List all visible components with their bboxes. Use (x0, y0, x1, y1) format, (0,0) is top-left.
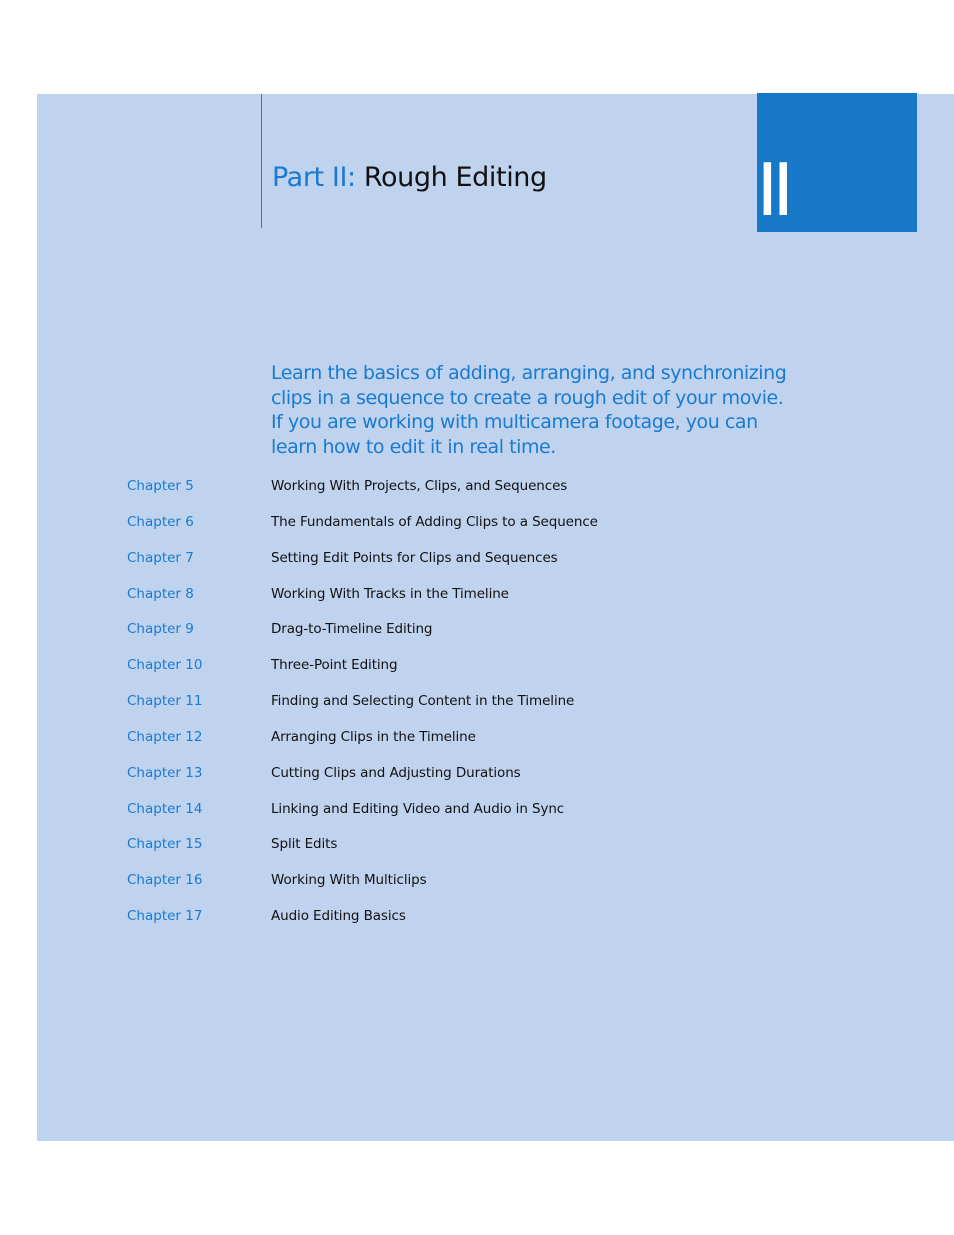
chapter-number[interactable]: Chapter 16 (127, 872, 203, 889)
part-name: Rough Editing (363, 162, 547, 193)
chapter-title[interactable]: Drag-to-Timeline Editing (271, 621, 433, 638)
chapter-number[interactable]: Chapter 5 (127, 478, 194, 494)
chapter-row[interactable] (0, 724, 954, 760)
chapter-row[interactable] (0, 903, 954, 939)
chapter-title[interactable]: The Fundamentals of Adding Clips to a Sequence (271, 513, 598, 530)
chapter-title[interactable]: Working With Projects, Clips, and Sequences (271, 478, 568, 494)
chapter-title[interactable]: Finding and Selecting Content in the Timeline (271, 693, 575, 710)
part-numeral: II (760, 148, 792, 232)
chapter-number[interactable]: Chapter 9 (127, 621, 194, 638)
chapter-row[interactable] (0, 473, 954, 509)
chapter-number[interactable]: Chapter 12 (127, 728, 203, 745)
part-intro: Learn the basics of adding, arranging, and synchronizing clips in a sequence to create a rough edit of your movie. If you are working with multicamera footage, you can learn how to edit it in real time. (271, 362, 787, 459)
chapter-row[interactable] (0, 509, 954, 545)
title-divider-rule (261, 94, 262, 228)
chapter-number[interactable]: Chapter 17 (127, 908, 203, 925)
chapter-row[interactable] (0, 652, 954, 688)
chapter-number[interactable]: Chapter 11 (127, 693, 203, 710)
chapter-number[interactable]: Chapter 6 (127, 513, 194, 530)
chapter-number[interactable]: Chapter 7 (127, 549, 194, 566)
chapter-title[interactable]: Working With Multiclips (271, 872, 427, 889)
chapter-title[interactable]: Cutting Clips and Adjusting Durations (271, 764, 521, 781)
chapter-title[interactable]: Arranging Clips in the Timeline (271, 728, 476, 745)
chapter-row[interactable] (0, 616, 954, 652)
chapter-title[interactable]: Working With Tracks in the Timeline (271, 585, 509, 602)
chapter-number[interactable]: Chapter 14 (127, 800, 203, 817)
chapter-number[interactable]: Chapter 8 (127, 585, 194, 602)
chapter-row[interactable] (0, 760, 954, 796)
part-title (272, 160, 547, 196)
chapter-title[interactable]: Audio Editing Basics (271, 908, 406, 925)
chapter-number[interactable]: Chapter 10 (127, 657, 203, 674)
chapter-row[interactable] (0, 688, 954, 724)
chapter-row[interactable] (0, 796, 954, 832)
chapter-row[interactable] (0, 831, 954, 867)
chapter-title[interactable]: Linking and Editing Video and Audio in Sync (271, 800, 565, 817)
chapter-number[interactable]: Chapter 15 (127, 836, 203, 853)
chapter-title[interactable]: Split Edits (271, 836, 338, 853)
chapter-row[interactable] (0, 581, 954, 617)
part-label: Part II: (272, 162, 356, 193)
chapter-list (0, 473, 954, 939)
chapter-title[interactable]: Three-Point Editing (271, 657, 398, 674)
chapter-number[interactable]: Chapter 13 (127, 764, 203, 781)
chapter-row[interactable] (0, 867, 954, 903)
chapter-row[interactable] (0, 545, 954, 581)
chapter-title[interactable]: Setting Edit Points for Clips and Sequences (271, 549, 558, 566)
